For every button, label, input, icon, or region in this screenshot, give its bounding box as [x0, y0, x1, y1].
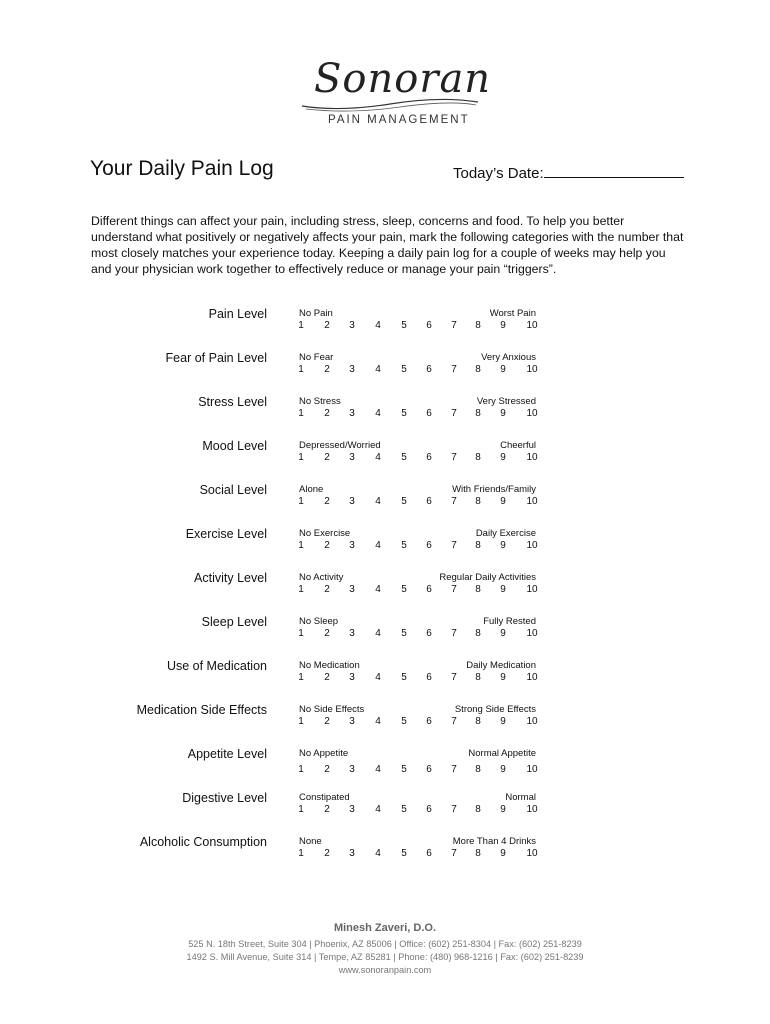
scale-option-1[interactable]: 1	[298, 452, 304, 463]
scale-max-label: Regular Daily Activities	[439, 572, 536, 583]
scale-option-5[interactable]: 5	[401, 628, 407, 639]
scale-option-5[interactable]: 5	[401, 540, 407, 551]
scale-option-4[interactable]: 4	[375, 716, 381, 727]
scale-option-6[interactable]: 6	[426, 540, 432, 551]
scale-option-9[interactable]: 9	[500, 540, 506, 551]
scale-option-10[interactable]: 10	[526, 764, 538, 775]
scale-option-6[interactable]: 6	[426, 804, 432, 815]
scale-min-label: No Fear	[299, 352, 334, 363]
scale-option-1[interactable]: 1	[298, 364, 304, 375]
scale-label: Use of Medication	[166, 659, 267, 673]
scale-max-label: More Than 4 Drinks	[452, 836, 536, 847]
scale-option-1[interactable]: 1	[298, 848, 304, 859]
scale-option-7[interactable]: 7	[451, 540, 457, 551]
scale-option-4[interactable]: 4	[375, 496, 381, 507]
scale-option-1[interactable]: 1	[298, 804, 304, 815]
scale-option-4[interactable]: 4	[375, 452, 381, 463]
scale-option-4[interactable]: 4	[375, 540, 381, 551]
scale-max-label: Strong Side Effects	[454, 704, 536, 715]
scale-option-2[interactable]: 2	[324, 364, 330, 375]
scale-option-3[interactable]: 3	[349, 496, 355, 507]
scale-label: Appetite Level	[187, 747, 267, 761]
scale-max-label: Cheerful	[500, 440, 536, 451]
scale-option-4[interactable]: 4	[375, 848, 381, 859]
logo-subtitle: PAIN MANAGEMENT	[328, 114, 470, 126]
scale-option-10[interactable]: 10	[526, 408, 538, 419]
scale-option-4[interactable]: 4	[375, 672, 381, 683]
scale-option-3[interactable]: 3	[349, 804, 355, 815]
scale-max-label: With Friends/Family	[452, 484, 536, 495]
scale-option-2[interactable]: 2	[324, 764, 330, 775]
scale-min-label: None	[299, 836, 322, 847]
scale-option-4[interactable]: 4	[375, 804, 381, 815]
scale-option-10[interactable]: 10	[526, 320, 538, 331]
scale-min-label: No Sleep	[299, 616, 339, 627]
scale-option-9[interactable]: 9	[500, 408, 506, 419]
scale-option-4[interactable]: 4	[375, 628, 381, 639]
scale-option-2[interactable]: 2	[324, 320, 330, 331]
scale-row	[0, 439, 770, 479]
scale-max-label: Very Anxious	[481, 352, 536, 363]
scale-option-10[interactable]: 10	[526, 804, 538, 815]
scale-option-3[interactable]: 3	[349, 364, 355, 375]
scale-option-5[interactable]: 5	[401, 804, 407, 815]
scale-option-3[interactable]: 3	[349, 628, 355, 639]
scale-option-9[interactable]: 9	[500, 716, 506, 727]
scale-option-10[interactable]: 10	[526, 848, 538, 859]
scale-option-8[interactable]: 8	[475, 496, 481, 507]
scale-option-7[interactable]: 7	[451, 452, 457, 463]
scale-option-5[interactable]: 5	[401, 848, 407, 859]
scale-min-label: Alone	[299, 484, 324, 495]
scale-row	[0, 835, 770, 875]
scale-row	[0, 659, 770, 699]
scale-option-6[interactable]: 6	[426, 496, 432, 507]
scale-option-9[interactable]: 9	[500, 628, 506, 639]
scale-option-8[interactable]: 8	[475, 804, 481, 815]
scale-option-10[interactable]: 10	[526, 496, 538, 507]
scale-option-8[interactable]: 8	[475, 540, 481, 551]
scale-option-1[interactable]: 1	[298, 628, 304, 639]
scale-option-9[interactable]: 9	[500, 848, 506, 859]
scale-option-9[interactable]: 9	[500, 452, 506, 463]
scale-row	[0, 747, 770, 787]
scale-option-6[interactable]: 6	[426, 628, 432, 639]
scale-option-5[interactable]: 5	[401, 452, 407, 463]
scale-row	[0, 351, 770, 391]
scale-option-1[interactable]: 1	[298, 764, 304, 775]
scale-option-6[interactable]: 6	[426, 408, 432, 419]
scale-option-1[interactable]: 1	[298, 320, 304, 331]
scale-option-2[interactable]: 2	[324, 452, 330, 463]
scale-option-6[interactable]: 6	[426, 320, 432, 331]
scale-min-label: Depressed/Worried	[299, 440, 381, 451]
scale-row	[0, 307, 770, 347]
scale-option-8[interactable]: 8	[475, 320, 481, 331]
scale-option-8[interactable]: 8	[475, 364, 481, 375]
scale-option-5[interactable]: 5	[401, 364, 407, 375]
scale-min-label: No Stress	[299, 396, 341, 407]
date-label: Today’s Date:	[453, 165, 544, 182]
scale-max-label: Very Stressed	[476, 396, 536, 407]
scale-option-3[interactable]: 3	[349, 584, 355, 595]
scale-option-6[interactable]: 6	[426, 764, 432, 775]
scale-option-9[interactable]: 9	[500, 496, 506, 507]
scale-label: Mood Level	[202, 439, 267, 453]
scale-label: Pain Level	[208, 307, 267, 321]
scale-option-5[interactable]: 5	[401, 716, 407, 727]
scale-option-2[interactable]: 2	[324, 584, 330, 595]
scale-option-3[interactable]: 3	[349, 848, 355, 859]
scale-option-8[interactable]: 8	[475, 672, 481, 683]
scale-option-5[interactable]: 5	[401, 408, 407, 419]
scale-option-4[interactable]: 4	[375, 364, 381, 375]
scale-option-6[interactable]: 6	[426, 452, 432, 463]
scale-label: Alcoholic Consumption	[139, 835, 267, 849]
scale-option-7[interactable]: 7	[451, 628, 457, 639]
scale-label: Activity Level	[194, 571, 267, 585]
scale-min-label: Constipated	[299, 792, 350, 803]
scale-option-9[interactable]: 9	[500, 804, 506, 815]
intro-paragraph: Different things can affect your pain, including stress, sleep, concerns and food. To help you better understand what positively or negatively affects your pain, mark the following categories with the number that most closely matches your experience today. Keeping a daily pain log for a couple of weeks may help you and your physician work together to effectively reduce or manage your pain “triggers”.	[91, 214, 684, 276]
scale-option-1[interactable]: 1	[298, 540, 304, 551]
scale-option-5[interactable]: 5	[401, 320, 407, 331]
scale-min-label: No Exercise	[299, 528, 351, 539]
scale-max-label: Fully Rested	[483, 616, 536, 627]
scale-option-8[interactable]: 8	[475, 764, 481, 775]
scale-option-7[interactable]: 7	[451, 364, 457, 375]
scale-row	[0, 703, 770, 743]
scale-option-5[interactable]: 5	[401, 584, 407, 595]
scale-option-3[interactable]: 3	[349, 540, 355, 551]
scale-option-7[interactable]: 7	[451, 408, 457, 419]
scale-option-1[interactable]: 1	[298, 496, 304, 507]
scale-option-4[interactable]: 4	[375, 584, 381, 595]
scale-label: Medication Side Effects	[136, 703, 267, 717]
scale-option-3[interactable]: 3	[349, 320, 355, 331]
date-blank-line[interactable]	[544, 163, 684, 178]
scale-option-7[interactable]: 7	[451, 672, 457, 683]
scale-option-7[interactable]: 7	[451, 764, 457, 775]
scale-option-8[interactable]: 8	[475, 408, 481, 419]
scale-label: Sleep Level	[201, 615, 267, 629]
scale-option-1[interactable]: 1	[298, 408, 304, 419]
scale-option-2[interactable]: 2	[324, 408, 330, 419]
scale-label: Social Level	[199, 483, 267, 497]
scale-option-4[interactable]: 4	[375, 408, 381, 419]
scale-option-5[interactable]: 5	[401, 496, 407, 507]
scale-option-9[interactable]: 9	[500, 672, 506, 683]
scale-min-label: No Appetite	[299, 748, 349, 759]
scale-option-8[interactable]: 8	[475, 848, 481, 859]
logo-wordmark: Sonoran	[314, 56, 492, 102]
footer-physician-name: Minesh Zaveri, D.O.	[333, 922, 437, 934]
page-title: Your Daily Pain Log	[90, 157, 274, 180]
scale-option-8[interactable]: 8	[475, 584, 481, 595]
scale-option-10[interactable]: 10	[526, 628, 538, 639]
scale-option-9[interactable]: 9	[500, 764, 506, 775]
scale-option-6[interactable]: 6	[426, 848, 432, 859]
scale-option-10[interactable]: 10	[526, 540, 538, 551]
scale-option-5[interactable]: 5	[401, 764, 407, 775]
scale-option-4[interactable]: 4	[375, 320, 381, 331]
scale-option-8[interactable]: 8	[475, 716, 481, 727]
footer-address-line-2: 1492 S. Mill Avenue, Suite 314 | Tempe, AZ 85281 | Phone: (480) 968-1216 | Fax: (602) 251-8239	[186, 952, 584, 962]
scale-option-7[interactable]: 7	[451, 716, 457, 727]
scale-option-2[interactable]: 2	[324, 628, 330, 639]
footer-website: www.sonoranpain.com	[338, 965, 432, 975]
scale-min-label: No Medication	[299, 660, 360, 671]
scale-row	[0, 395, 770, 435]
scale-option-3[interactable]: 3	[349, 764, 355, 775]
scale-label: Stress Level	[198, 395, 267, 409]
scale-option-7[interactable]: 7	[451, 496, 457, 507]
scale-label: Digestive Level	[182, 791, 267, 805]
scale-option-6[interactable]: 6	[426, 716, 432, 727]
scale-option-10[interactable]: 10	[526, 584, 538, 595]
todays-date-field[interactable]	[453, 163, 684, 182]
logo-swoosh-icon	[300, 92, 480, 114]
scale-option-10[interactable]: 10	[526, 716, 538, 727]
scale-option-2[interactable]: 2	[324, 716, 330, 727]
scale-row	[0, 527, 770, 567]
scale-option-3[interactable]: 3	[349, 672, 355, 683]
scale-option-2[interactable]: 2	[324, 804, 330, 815]
scale-min-label: No Activity	[299, 572, 344, 583]
scale-option-10[interactable]: 10	[526, 364, 538, 375]
scale-option-8[interactable]: 8	[475, 628, 481, 639]
scale-row	[0, 615, 770, 655]
scale-option-9[interactable]: 9	[500, 584, 506, 595]
scale-option-9[interactable]: 9	[500, 364, 506, 375]
scale-option-10[interactable]: 10	[526, 452, 538, 463]
scale-label: Fear of Pain Level	[165, 351, 267, 365]
scale-option-3[interactable]: 3	[349, 408, 355, 419]
scale-option-7[interactable]: 7	[451, 584, 457, 595]
scale-row	[0, 483, 770, 523]
scale-option-3[interactable]: 3	[349, 716, 355, 727]
scale-option-7[interactable]: 7	[451, 804, 457, 815]
scale-option-1[interactable]: 1	[298, 584, 304, 595]
scale-label: Exercise Level	[185, 527, 267, 541]
scale-row	[0, 571, 770, 611]
scale-option-10[interactable]: 10	[526, 672, 538, 683]
scale-option-6[interactable]: 6	[426, 672, 432, 683]
scale-option-9[interactable]: 9	[500, 320, 506, 331]
scale-option-2[interactable]: 2	[324, 848, 330, 859]
scale-option-1[interactable]: 1	[298, 716, 304, 727]
scale-option-8[interactable]: 8	[475, 452, 481, 463]
scale-row	[0, 791, 770, 831]
scale-option-1[interactable]: 1	[298, 672, 304, 683]
scale-option-5[interactable]: 5	[401, 672, 407, 683]
scale-option-2[interactable]: 2	[324, 672, 330, 683]
scale-option-7[interactable]: 7	[451, 320, 457, 331]
scale-option-4[interactable]: 4	[375, 764, 381, 775]
scale-max-label: Normal	[505, 792, 536, 803]
scale-option-2[interactable]: 2	[324, 540, 330, 551]
scale-max-label: Normal Appetite	[468, 748, 536, 759]
scale-option-6[interactable]: 6	[426, 584, 432, 595]
footer-address-line-1: 525 N. 18th Street, Suite 304 | Phoenix, AZ 85006 | Office: (602) 251-8304 | Fax: (602) 251-8239	[188, 939, 582, 949]
scale-min-label: No Pain	[299, 308, 333, 319]
scale-option-6[interactable]: 6	[426, 364, 432, 375]
scale-max-label: Daily Exercise	[475, 528, 536, 539]
scale-option-3[interactable]: 3	[349, 452, 355, 463]
scale-min-label: No Side Effects	[299, 704, 365, 715]
sonoran-logo	[300, 56, 492, 132]
scale-option-2[interactable]: 2	[324, 496, 330, 507]
scale-max-label: Worst Pain	[489, 308, 536, 319]
scale-max-label: Daily Medication	[466, 660, 536, 671]
scale-option-7[interactable]: 7	[451, 848, 457, 859]
